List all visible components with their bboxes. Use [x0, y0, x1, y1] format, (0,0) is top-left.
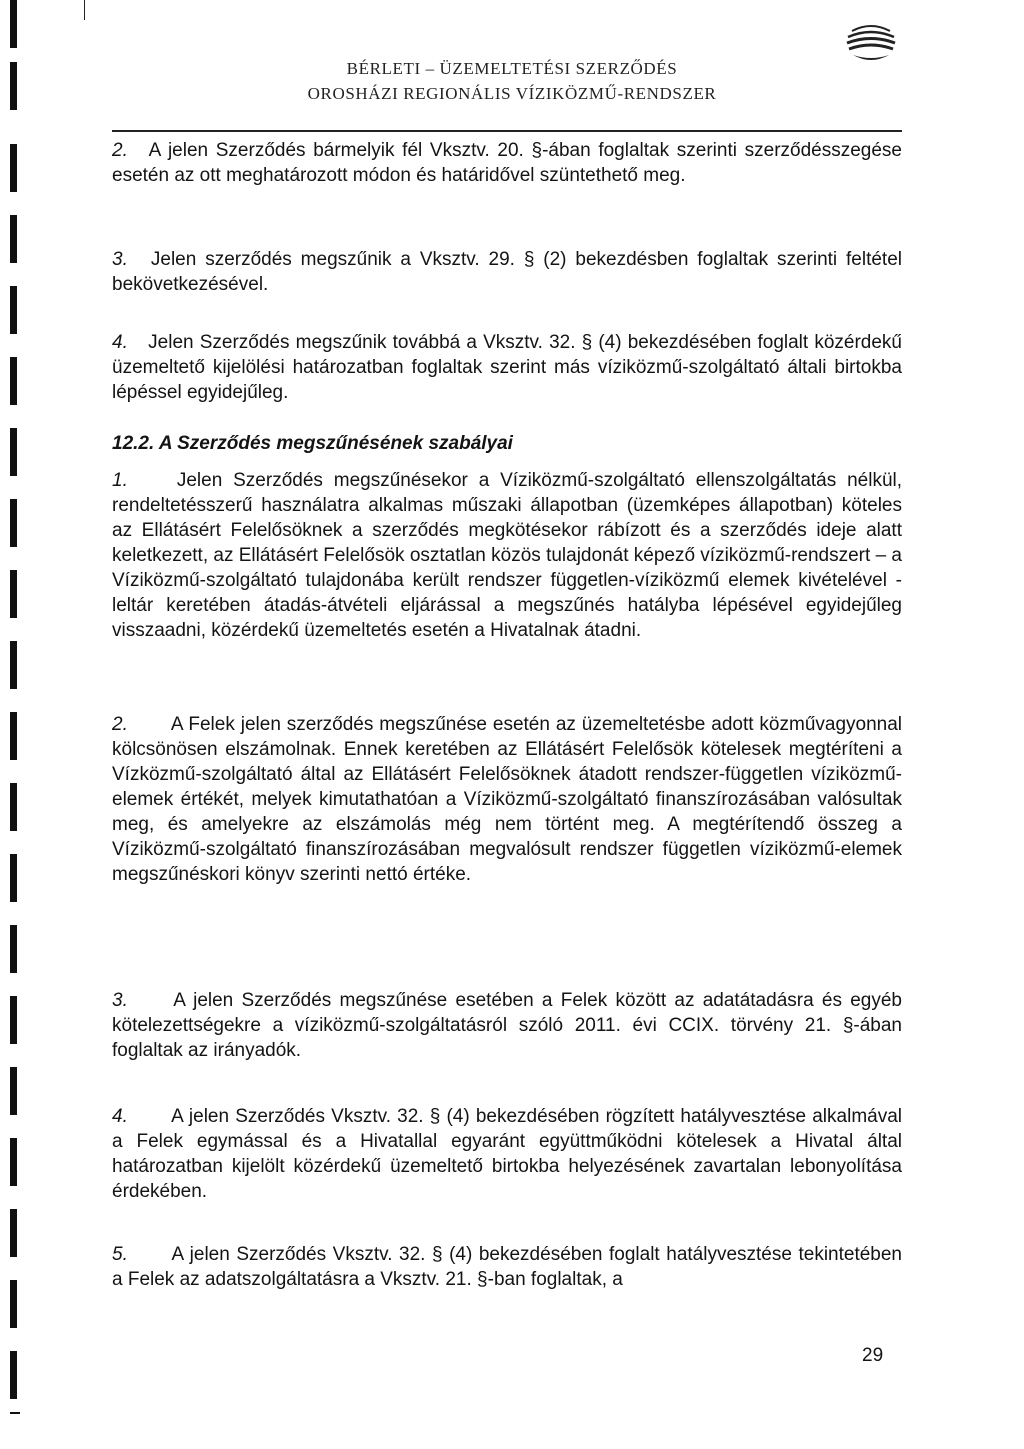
section-heading-number: 12.2. — [112, 433, 155, 454]
margin-dash — [10, 1412, 20, 1414]
rule-text: Jelen Szerződés megszűnésekor a Víziközmű-szolgáltató ellenszolgáltatás nélkül, rendeltetésszerű használatra alkalmas műszaki állapotban (üzemképes állapotban) köteles az Ellátásért Felelősöknek a szerződés megkötésekor rábízott és a szerződés ideje alatt keletkezett, az Ellátásért Felelősök osztatlan közös tulajdonát képező víziközmű-rendszert – a Víziközmű-szolgáltató tulajdonába került rendszer független-víziközmű elemek kivételével - leltár keretében átadás-átvételi eljárással a megszűnés hatályba lépésével egyidejűleg visszaadni, közérdekű üzemeltetés esetén a Hivatalnak átadni. — [112, 470, 903, 641]
rule-text: A jelen Szerződés Vksztv. 32. § (4) bekezdésében rögzített hatályvesztése alkalmával a Felek egymással és a Hivatallal egyaránt együttműködni kötelesek a Hivatal által határozatban kijelölt közérdekű üzemeltető birtokba helyezésének zavartalan lebonyolítása érdekében. — [112, 1106, 903, 1202]
rule-2 — [112, 712, 902, 887]
clause-4 — [112, 330, 902, 405]
margin-mark — [10, 215, 17, 263]
margin-mark — [10, 286, 17, 334]
clause-number: 2. — [112, 140, 128, 161]
rule-4 — [112, 1104, 902, 1204]
margin-mark — [10, 570, 17, 618]
margin-mark — [10, 641, 17, 689]
margin-mark — [10, 1351, 17, 1399]
header-title: BÉRLETI – ÜZEMELTETÉSI SZERZŐDÉS — [346, 59, 678, 78]
margin-mark — [10, 996, 17, 1044]
margin-mark — [10, 1280, 17, 1328]
clause-text: Jelen szerződés megszűnik a Vksztv. 29. § (2) bekezdésben foglaltak szerinti feltétel bekövetkezésével. — [112, 249, 903, 295]
rule-1 — [112, 468, 902, 643]
clause-2 — [112, 138, 902, 188]
clause-text: Jelen Szerződés megszűnik továbbá a Vksztv. 32. § (4) bekezdésében foglalt közérdekű üzemeltető kijelölési határozatban foglaltak szerint más víziközmű-szolgáltató általi birtokba lépéssel egyidejűleg. — [112, 332, 902, 403]
margin-mark — [10, 1138, 17, 1186]
clause-number: 4. — [112, 332, 128, 353]
margin-mark — [10, 854, 17, 902]
margin-mark — [10, 1209, 17, 1257]
scan-margin-marks — [0, 0, 20, 1449]
rule-5 — [112, 1242, 902, 1292]
rule-3 — [112, 988, 902, 1063]
margin-mark — [10, 712, 17, 760]
rule-text: A jelen Szerződés Vksztv. 32. § (4) bekezdésében foglalt hatályvesztése tekintetében a Felek az adatszolgáltatásra a Vksztv. 21. §-ban foglaltak, a — [112, 1244, 902, 1290]
rule-number: 2. — [112, 714, 128, 735]
page-number: 29 — [862, 1345, 884, 1366]
document-header — [0, 58, 1024, 105]
clause-number: 3. — [112, 249, 128, 270]
margin-mark — [10, 428, 17, 476]
rule-text: A jelen Szerződés megszűnése esetében a Felek között az adatátadásra és egyéb kötelezettségekre a víziközmű-szolgáltatásról szóló 2011. évi CCIX. törvény 21. §-ában foglaltak az irányadók. — [112, 990, 902, 1061]
rule-text: A Felek jelen szerződés megszűnése esetén az üzemeltetésbe adott közművagyonnal kölcsönösen elszámolnak. Ennek keretében az Ellátásért Felelősök kötelesek megtéríteni a Vízközmű-szolgáltató által az Ellátásért Felelősöknek átadott rendszer-független víziközmű-elemek értékét, melyek kimutathatóan a Víziközmű-szolgáltató finanszírozásában valósultak meg, és amelyekre az elszámolás még nem történt meg. A megtérítendő összeg a Víziközmű-szolgáltató finanszírozásában megvalósult rendszer független víziközmű-elemek megszűnéskori könyv szerinti nettó értéke. — [112, 714, 903, 885]
clause-text: A jelen Szerződés bármelyik fél Vksztv. 20. §-ában foglaltak szerinti szerződésszegése esetén az ott meghatározott módon és határidővel szüntethető meg. — [112, 140, 902, 186]
rule-number: 4. — [112, 1106, 128, 1127]
top-tick-line — [84, 0, 85, 20]
margin-mark — [10, 357, 17, 405]
margin-mark — [10, 144, 17, 192]
rule-number: 3. — [112, 990, 128, 1011]
margin-mark — [10, 1067, 17, 1115]
rule-number: 5. — [112, 1244, 128, 1265]
header-divider — [112, 130, 902, 132]
rule-number: 1. — [112, 470, 128, 491]
margin-mark — [10, 783, 17, 831]
section-heading — [112, 431, 902, 456]
section-heading-title: A Szerződés megszűnésének szabályai — [158, 433, 513, 454]
margin-mark — [10, 0, 17, 48]
margin-mark — [10, 499, 17, 547]
clause-3 — [112, 247, 902, 297]
margin-mark — [10, 925, 17, 973]
header-subtitle: OROSHÁZI REGIONÁLIS VÍZIKÖZMŰ-RENDSZER — [307, 84, 717, 103]
